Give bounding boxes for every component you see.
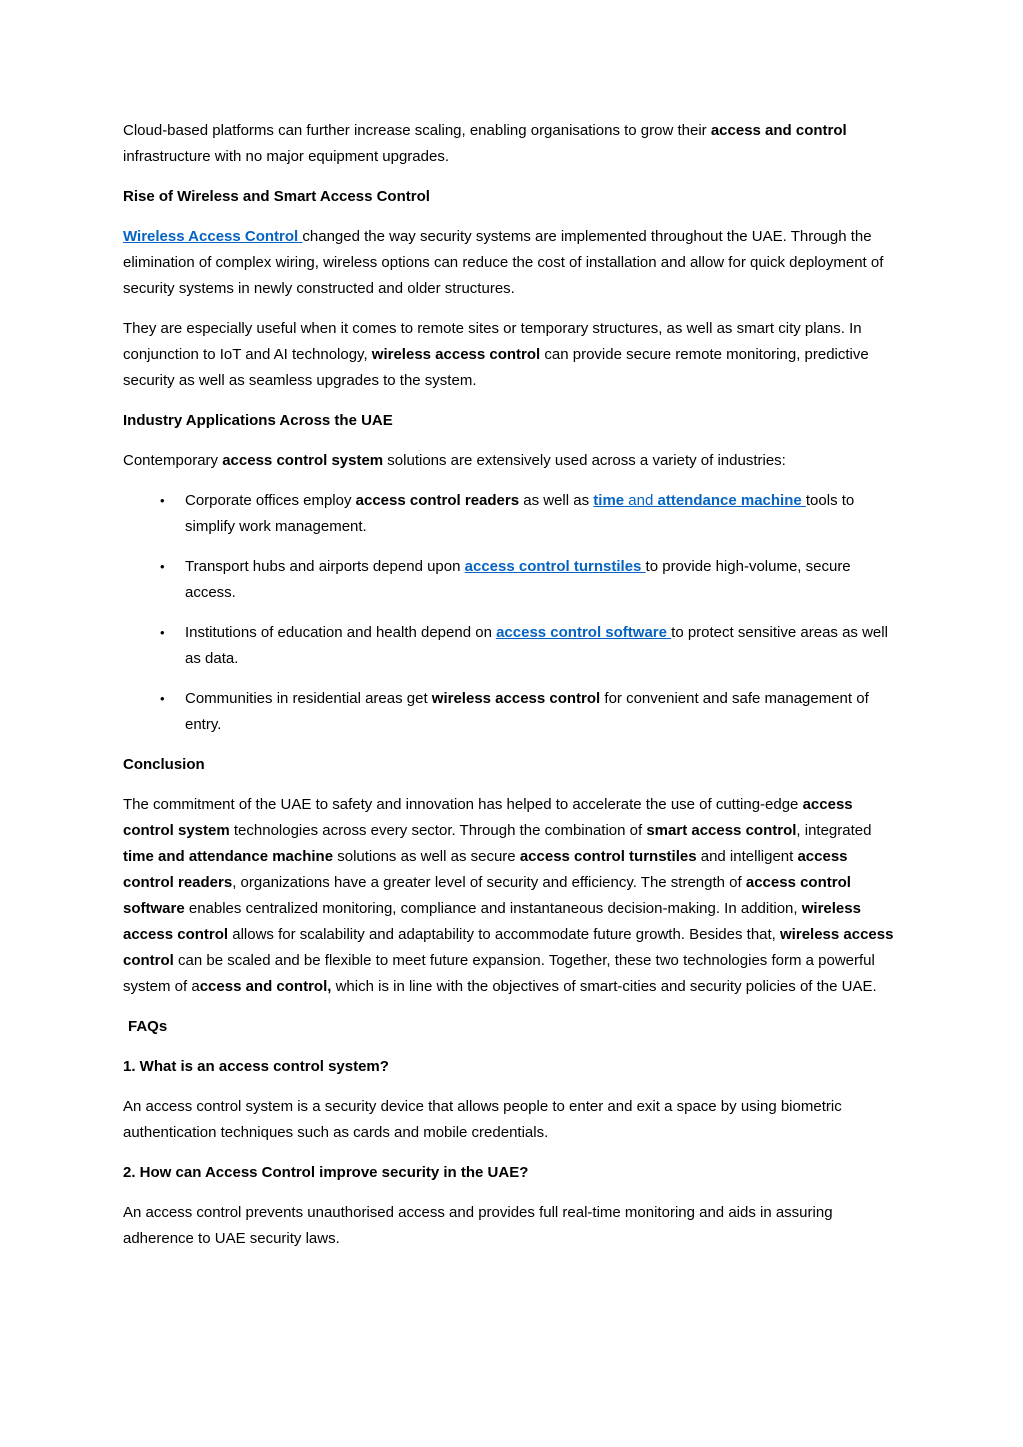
text-run: can be scaled and be flexible to meet future expansion. Together, these two technologies form a powerful system of a — [123, 952, 875, 995]
time-and-attendance-machine-link[interactable]: time — [593, 492, 625, 509]
text-run: FAQs — [128, 1018, 168, 1035]
bullet-marker-icon: • — [160, 559, 165, 574]
paragraph — [123, 224, 895, 302]
wireless-access-control-link[interactable]: Wireless Access Control — [123, 228, 303, 245]
text-run: 1. What is an access control system? — [123, 1058, 389, 1075]
paragraph — [123, 1094, 895, 1146]
text-run: technologies across every sector. Through the combination of — [229, 822, 647, 839]
bullet-text — [185, 686, 895, 738]
text-run: which is in line with the objectives of smart-cities and security policies of the UAE. — [331, 978, 877, 995]
text-run: An access control system is a security device that allows people to enter and exit a space by using biometric authentication techniques such as cards and mobile credentials. — [123, 1098, 842, 1141]
text-run: wireless access control — [431, 690, 601, 707]
text-run: Contemporary — [123, 452, 223, 469]
bullet-item — [123, 620, 895, 672]
text-run: Cloud-based platforms can further increase scaling, enabling organisations to grow their — [123, 122, 711, 139]
bullet-item — [123, 686, 895, 738]
text-run: Conclusion — [123, 756, 205, 773]
access-control-turnstiles-link[interactable]: access control turnstiles — [464, 558, 646, 575]
text-run: time and attendance machine — [123, 848, 334, 865]
text-run: access control system — [222, 452, 384, 469]
section-heading — [123, 1014, 895, 1040]
text-run: They are especially useful when it comes to remote sites or temporary structures, as well as smart city plans. In conjunction to IoT and AI technology, — [123, 320, 862, 363]
bullet-text — [185, 554, 895, 606]
bullet-item — [123, 554, 895, 606]
text-run: solutions as well as secure — [333, 848, 520, 865]
text-run: Corporate offices employ — [185, 492, 356, 509]
paragraph — [123, 118, 895, 170]
text-run: to protect sensitive areas as well as data. — [185, 624, 888, 667]
section-heading — [123, 184, 895, 210]
time-and-attendance-machine-link[interactable]: and — [624, 492, 658, 509]
bullet-text — [185, 488, 895, 540]
text-run: access control readers — [123, 848, 848, 891]
bullet-item — [123, 488, 895, 540]
text-run: An access control prevents unauthorised access and provides full real-time monitoring and aids in assuring adherence to UAE security laws. — [123, 1204, 833, 1247]
paragraph — [123, 316, 895, 394]
text-run: , organizations have a greater level of security and efficiency. The strength of — [232, 874, 746, 891]
paragraph — [123, 792, 895, 1000]
paragraph — [123, 448, 895, 474]
document-content — [123, 118, 895, 1266]
bullet-text — [185, 620, 895, 672]
text-run: access and control — [710, 122, 847, 139]
section-heading — [123, 1160, 895, 1186]
text-run: as well as — [519, 492, 594, 509]
text-run: Institutions of education and health depend on — [185, 624, 497, 641]
section-heading — [123, 1054, 895, 1080]
text-run: 2. How can Access Control improve security in the UAE? — [123, 1164, 529, 1181]
text-run: access control readers — [355, 492, 520, 509]
text-run: can provide secure remote monitoring, predictive security as well as seamless upgrades to the system. — [123, 346, 869, 389]
access-control-software-link[interactable]: access control software — [496, 624, 672, 641]
text-run: changed the way security systems are implemented throughout the UAE. Through the elimination of complex wiring, wireless options can reduce the cost of installation and allow for quick deployment of security systems in newly constructed and older structures. — [123, 228, 884, 297]
bullet-marker-icon: • — [160, 493, 165, 508]
text-run: access control software — [123, 874, 851, 917]
paragraph — [123, 1200, 895, 1252]
text-run: solutions are extensively used across a variety of industries: — [383, 452, 786, 469]
text-run: Industry Applications Across the UAE — [123, 412, 393, 429]
text-run: and intelligent — [696, 848, 798, 865]
text-run: infrastructure with no major equipment upgrades. — [123, 148, 450, 165]
text-run: for convenient and safe management of entry. — [185, 690, 869, 733]
text-run: smart access control — [646, 822, 797, 839]
text-run: wireless access control — [123, 926, 894, 969]
bullet-marker-icon: • — [160, 691, 165, 706]
text-run: access control system — [123, 796, 853, 839]
bullet-marker-icon: • — [160, 625, 165, 640]
text-run: Rise of Wireless and Smart Access Control — [123, 188, 430, 205]
text-run: , integrated — [796, 822, 872, 839]
section-heading — [123, 752, 895, 778]
text-run: access control turnstiles — [519, 848, 697, 865]
text-run: The commitment of the UAE to safety and innovation has helped to accelerate the use of cutting-edge — [123, 796, 803, 813]
text-run: Communities in residential areas get — [185, 690, 432, 707]
text-run: enables centralized monitoring, compliance and instantaneous decision-making. In addition, — [184, 900, 802, 917]
text-run: wireless access control — [123, 900, 861, 943]
text-run: to provide high-volume, secure access. — [185, 558, 851, 601]
text-run: ccess and control, — [199, 978, 332, 995]
text-run: tools to simplify work management. — [185, 492, 855, 535]
time-and-attendance-machine-link[interactable]: attendance machine — [657, 492, 806, 509]
text-run: wireless access control — [371, 346, 541, 363]
text-run: allows for scalability and adaptability to accommodate future growth. Besides that, — [228, 926, 781, 943]
text-run: Transport hubs and airports depend upon — [185, 558, 465, 575]
section-heading — [123, 408, 895, 434]
